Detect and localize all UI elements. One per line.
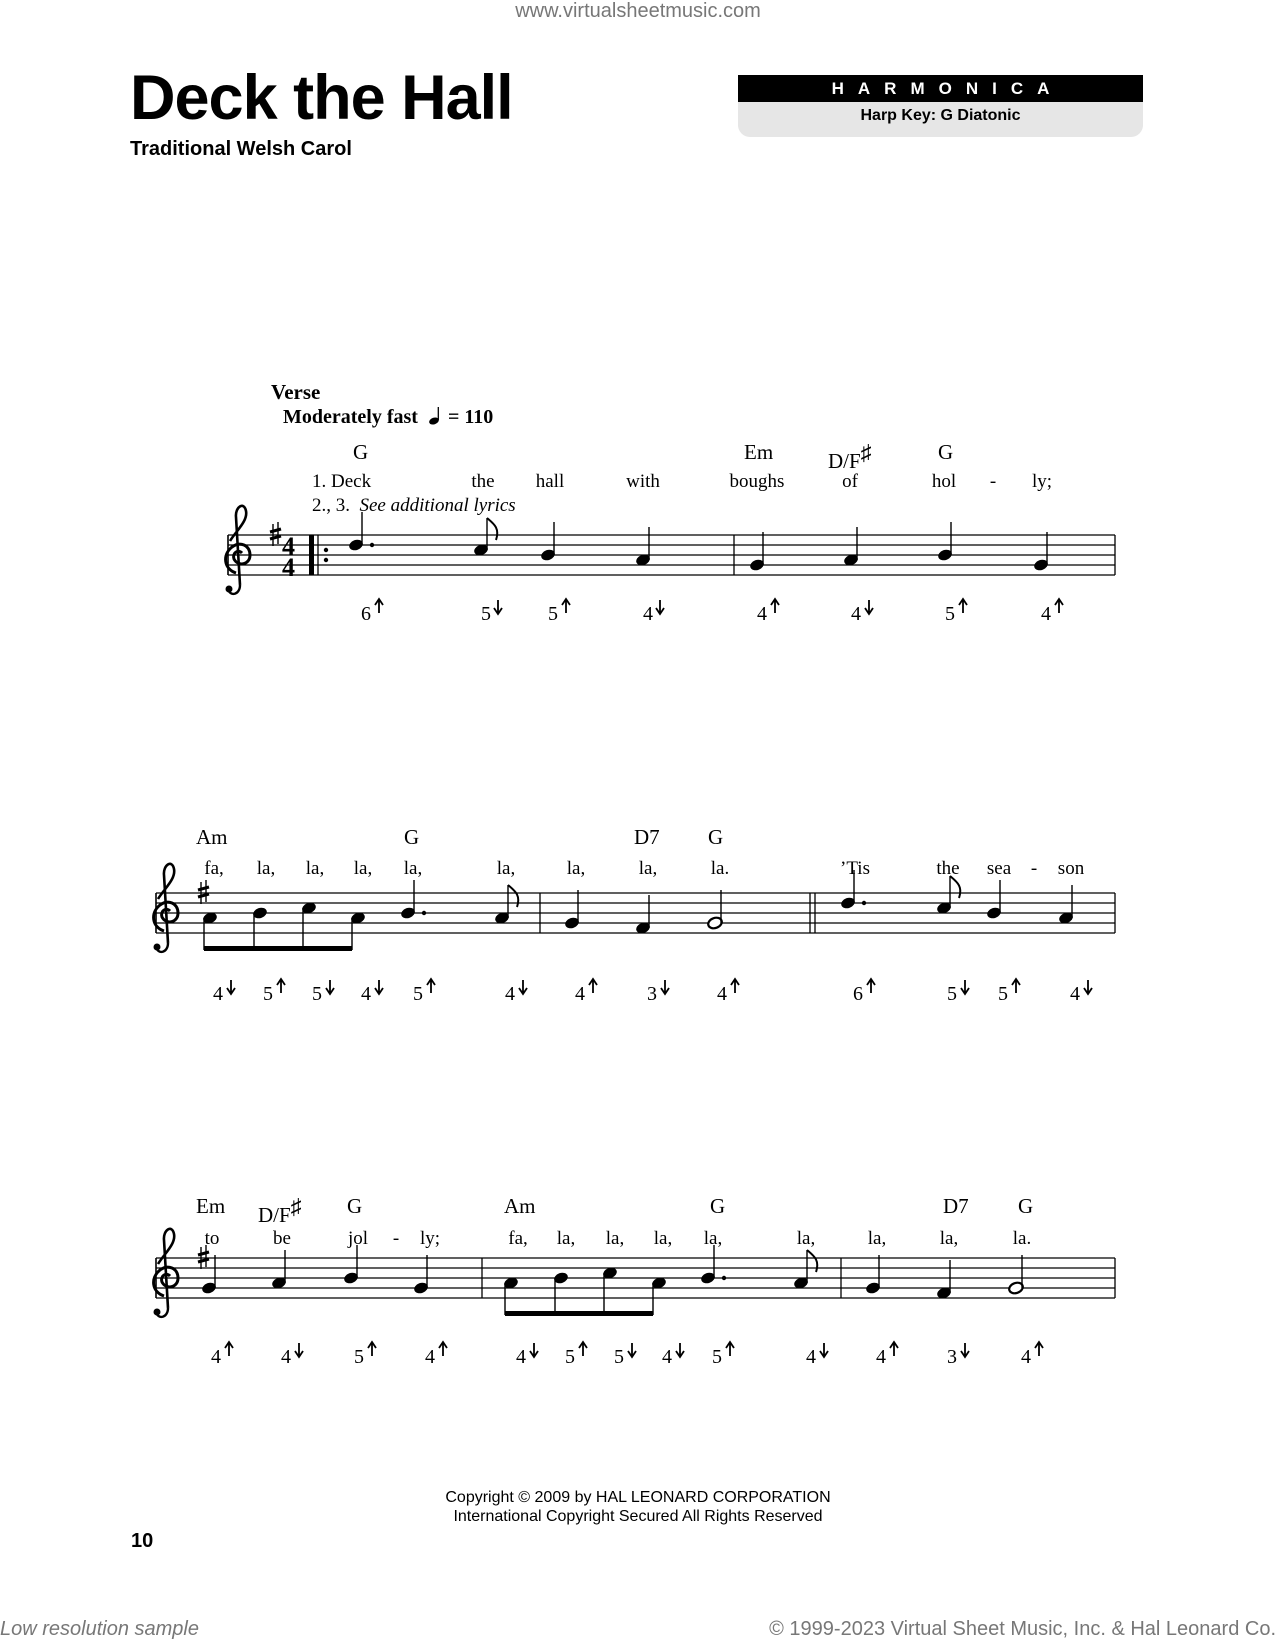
lyric-hyphen: - (1030, 858, 1038, 879)
harmonica-tab: 4 (575, 983, 585, 1005)
page-number: 10 (131, 1530, 154, 1552)
lyric-syllable: boughs (729, 471, 785, 492)
harmonica-tab: 5 (548, 603, 558, 625)
harmonica-tab: 4 (643, 603, 653, 625)
lyric-syllable: sea (986, 858, 1012, 879)
lyric-syllable: la, (496, 858, 516, 879)
lyric-syllable: la, (796, 1228, 816, 1249)
lyric-syllable: fa, (508, 1228, 528, 1249)
harmonica-tab: 6 (853, 983, 863, 1005)
chord-symbol: G (708, 825, 724, 849)
instrument-label: HARMONICA (738, 75, 1143, 102)
harmonica-tab: 4 (213, 983, 223, 1005)
lyric-syllable: hall (535, 471, 565, 492)
harmonica-tab: 5 (947, 983, 957, 1005)
harmonica-tab: 4 (1021, 1346, 1031, 1368)
harmonica-tab: 4 (281, 1346, 291, 1368)
lyric-syllable: la, (653, 1228, 673, 1249)
lyric-syllable: with (626, 471, 660, 492)
footer-copyright: © 1999-2023 Virtual Sheet Music, Inc. & Hal Leonard Co. (769, 1618, 1276, 1640)
lyric-syllable: of (842, 471, 858, 492)
chord-symbol: D/F♯ (258, 1194, 302, 1227)
lyric-hyphen: - (392, 1228, 400, 1249)
sharp-sign: ♯ (290, 1194, 302, 1219)
harmonica-tab: 5 (614, 1346, 624, 1368)
svg-text:4: 4 (282, 532, 295, 561)
chord-symbol: Am (504, 1194, 536, 1218)
chord-symbol: G (404, 825, 420, 849)
lyric-syllable: la, (305, 858, 325, 879)
lyric-syllable: to (204, 1228, 220, 1249)
harmonica-tab: 4 (876, 1346, 886, 1368)
lyric-syllable: fa, (204, 858, 224, 879)
lyric-syllable: la, (939, 1228, 959, 1249)
lyric-syllable: la, (867, 1228, 887, 1249)
copyright-line: International Copyright Secured All Rights Reserved (453, 1508, 823, 1525)
sharp-sign: ♯ (860, 440, 872, 465)
additional-lyrics-note: 2., 3. See additional lyrics (312, 495, 516, 516)
lyric-syllable: the (936, 858, 960, 879)
chord-symbol: G (710, 1194, 726, 1218)
lyric-syllable: the (471, 471, 495, 492)
chord-symbol: G (938, 440, 954, 464)
watermark-sample: Low resolution sample (0, 1618, 199, 1640)
lyric-syllable: son (1057, 858, 1085, 879)
harmonica-tab: 4 (662, 1346, 672, 1368)
harmonica-tab: 5 (945, 603, 955, 625)
copyright-line: Copyright © 2009 by HAL LEONARD CORPORATION (445, 1489, 831, 1506)
lyric-syllable: ly; (419, 1228, 441, 1249)
chord-symbol: D/F♯ (828, 440, 872, 473)
copyright-notice (0, 1488, 1276, 1526)
harmonica-tab: 4 (516, 1346, 526, 1368)
harmonica-tab: 5 (413, 983, 423, 1005)
lyric-hyphen: - (989, 471, 997, 492)
chord-symbol: Am (196, 825, 228, 849)
tempo-text: Moderately fast (283, 406, 418, 428)
harmonica-tab: 6 (361, 603, 371, 625)
lyric-syllable: la, (566, 858, 586, 879)
song-title: Deck the Hall (130, 63, 513, 133)
harmonica-tab: 4 (211, 1346, 221, 1368)
chord-symbol: D7 (943, 1194, 969, 1218)
harmonica-tab: 4 (425, 1346, 435, 1368)
lyric-syllable: la, (638, 858, 658, 879)
lyric-syllable: be (273, 1228, 291, 1249)
lyric-syllable: la, (256, 858, 276, 879)
harmonica-tab: 3 (947, 1346, 957, 1368)
harmonica-tab: 5 (263, 983, 273, 1005)
lyric-syllable: la, (605, 1228, 625, 1249)
harmonica-tab: 5 (712, 1346, 722, 1368)
harp-key: Harp Key: G Diatonic (860, 107, 1021, 124)
harmonica-tab: 4 (806, 1346, 816, 1368)
lyric-syllable: 1. Deck (312, 471, 372, 492)
chord-symbol: G (1018, 1194, 1034, 1218)
harmonica-tab: 5 (998, 983, 1008, 1005)
lyric-syllable: la, (703, 1228, 723, 1249)
lyric-syllable: la. (710, 858, 730, 879)
lyric-syllable: jol (347, 1228, 369, 1249)
chord-symbol: Em (744, 440, 774, 464)
harmonica-tab: 4 (757, 603, 767, 625)
lyric-syllable: la. (1012, 1228, 1032, 1249)
lyric-syllable: la, (353, 858, 373, 879)
harmonica-tab: 4 (717, 983, 727, 1005)
chord-symbol: G (347, 1194, 363, 1218)
harmonica-tab: 5 (354, 1346, 364, 1368)
tempo-value: = 110 (447, 406, 494, 428)
chord-symbol: G (353, 440, 369, 464)
lyric-syllable: la, (403, 858, 423, 879)
lyric-syllable: ly; (1031, 471, 1053, 492)
chord-symbol: Em (196, 1194, 226, 1218)
harmonica-tab: 4 (851, 603, 861, 625)
harmonica-tab: 4 (505, 983, 515, 1005)
song-subtitle: Traditional Welsh Carol (130, 138, 352, 160)
harmonica-tab: 4 (361, 983, 371, 1005)
harmonica-tab: 4 (1041, 603, 1051, 625)
svg-text:4: 4 (282, 553, 295, 582)
harmonica-tab: 3 (647, 983, 657, 1005)
lyric-syllable: hol (931, 471, 957, 492)
lyric-syllable: la, (556, 1228, 576, 1249)
harmonica-tab: 5 (312, 983, 322, 1005)
section-label: Verse (271, 380, 321, 404)
site-url[interactable]: www.virtualsheetmusic.com (515, 0, 761, 22)
harmonica-tab: 4 (1070, 983, 1080, 1005)
lyric-syllable: ’Tis (840, 858, 870, 879)
chord-symbol: D7 (634, 825, 660, 849)
harmonica-tab: 5 (565, 1346, 575, 1368)
harmonica-tab: 5 (481, 603, 491, 625)
